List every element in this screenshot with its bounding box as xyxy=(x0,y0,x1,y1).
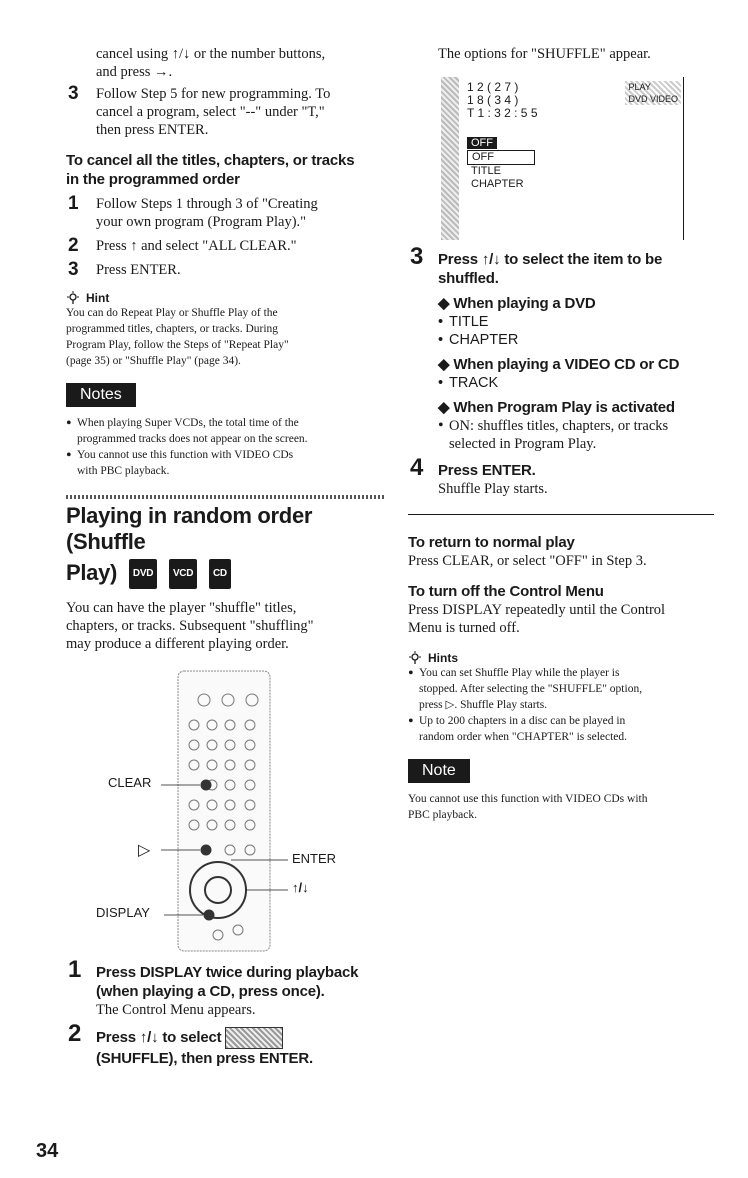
option-chapter[interactable]: CHAPTER xyxy=(471,178,524,190)
step-3 xyxy=(66,85,384,139)
vcd-heading: ◆ When playing a VIDEO CD or CD xyxy=(438,355,714,374)
arrows-label: ↑/↓ xyxy=(292,880,309,895)
cd-badge: CD xyxy=(209,559,231,589)
hint-item: • Up to 200 chapters in a disc can be played in random order when "CHAPTER" is selected. xyxy=(408,713,714,745)
step-number: 3 xyxy=(68,83,79,104)
vcd-badge: VCD xyxy=(169,559,197,589)
section-divider xyxy=(66,495,384,499)
option-title[interactable]: TITLE xyxy=(471,165,501,177)
right-step-3: 3 Press ↑/↓ to select the item to be shuffled. ◆ When playing a DVD • TITLE • CHAPTER ◆ When playing a VIDEO CD or CD • TRACK ◆ When Program Play is activated • ON: shuffles titles, chapters, or tracks selected in Program Play. xyxy=(408,250,714,453)
shuffle-step-1: 1 Press DISPLAY twice during playback (when playing a CD, press once). The Control Menu appears. xyxy=(68,956,359,1018)
section-title-line-2: Play) DVD VCD CD xyxy=(66,559,384,589)
turnoff-section: To turn off the Control Menu Press DISPLAY repeatedly until the Control Menu is turned off. xyxy=(408,583,666,636)
enter-label: ENTER xyxy=(292,851,337,866)
shuffle-icon xyxy=(225,1027,283,1049)
continued-text-1: cancel using ↑/↓ or the number buttons, xyxy=(96,46,326,62)
play-label: ▷ xyxy=(138,842,151,859)
screen-info: 1 2 ( 2 7 ) 1 8 ( 3 4 ) T 1 : 3 2 : 5 5 xyxy=(467,80,538,120)
hint-title: Hint xyxy=(86,291,110,305)
note-label: Note xyxy=(408,759,470,783)
page-number: 34 xyxy=(36,1140,59,1162)
dvd-badge: DVD xyxy=(129,559,157,589)
option-off[interactable]: OFF xyxy=(467,150,535,165)
right-step-4: 4 Press ENTER. Shuffle Play starts. xyxy=(410,454,548,497)
clear-label: CLEAR xyxy=(108,775,152,790)
notes-label: Notes xyxy=(66,383,136,407)
intro-paragraph: You can have the player "shuffle" titles, chapters, or tracks. Subsequent "shuffling" may produce a different playing order. xyxy=(66,600,314,652)
lightbulb-icon xyxy=(408,651,422,665)
cancel-step-2: 2 Press ↑ and select "ALL CLEAR." xyxy=(68,235,297,256)
return-section: To return to normal play Press CLEAR, or select "OFF" in Step 3. xyxy=(408,534,647,569)
continued-text-2: and press →. xyxy=(96,64,173,80)
note-item: • When playing Super VCDs, the total time of the programmed tracks does not appear on the screen. xyxy=(66,415,384,447)
lightbulb-icon xyxy=(66,291,80,305)
cancel-step-3: 3 Press ENTER. xyxy=(68,259,181,280)
notes-list xyxy=(66,415,384,479)
note-item: • You cannot use this function with VIDEO CDs with PBC playback. xyxy=(66,447,384,479)
dvd-heading: ◆ When playing a DVD xyxy=(438,294,714,313)
hint-block: Hint You can do Repeat Play or Shuffle Play of the programmed titles, chapters, or tracks. During Program Play, follow the Steps of "Repeat Play" (page 35) or "Shuffle Play" (page 34). xyxy=(66,291,289,367)
cancel-step-1: 1 Follow Steps 1 through 3 of "Creating your own program (Program Play)." xyxy=(68,193,318,230)
hints-block: Hints • You can set Shuffle Play while the player is stopped. After selecting the "SHUFFLE" option, press ▷. Shuffle Play starts. • Up to 200 chapters in a disc can be played in random order when "CHAPTER" is selected. xyxy=(408,651,714,745)
section-title-line-1: Playing in random order (Shuffle xyxy=(66,503,313,554)
program-heading: ◆ When Program Play is activated xyxy=(438,398,714,417)
display-label: DISPLAY xyxy=(96,905,150,920)
screen-mode: PLAY DVD VIDEO xyxy=(625,81,681,105)
remote-illustration xyxy=(66,665,384,955)
cancel-heading: To cancel all the titles, chapters, or tracks in the programmed order xyxy=(66,152,355,188)
left-column xyxy=(66,45,384,1068)
options-appear-text: The options for "SHUFFLE" appear. xyxy=(438,46,651,62)
step-line: Follow Step 5 for new programming. To xyxy=(96,86,331,102)
shuffle-step-2: 2 Press ↑/↓ to select (SHUFFLE), then press ENTER. xyxy=(68,1020,313,1067)
shuffle-options xyxy=(467,137,535,191)
note-text: You cannot use this function with VIDEO CDs with PBC playback. xyxy=(408,793,648,821)
control-menu-screen xyxy=(441,77,684,240)
hint-item: • You can set Shuffle Play while the player is stopped. After selecting the "SHUFFLE" option, press ▷. Shuffle Play starts. xyxy=(408,665,714,713)
step-line: then press ENTER. xyxy=(96,122,209,138)
right-column xyxy=(408,45,714,823)
step-line: cancel a program, select "--" under "T," xyxy=(96,104,325,120)
divider-line xyxy=(408,514,714,515)
current-setting: OFF xyxy=(467,137,497,149)
menu-icon-strip xyxy=(441,77,459,240)
